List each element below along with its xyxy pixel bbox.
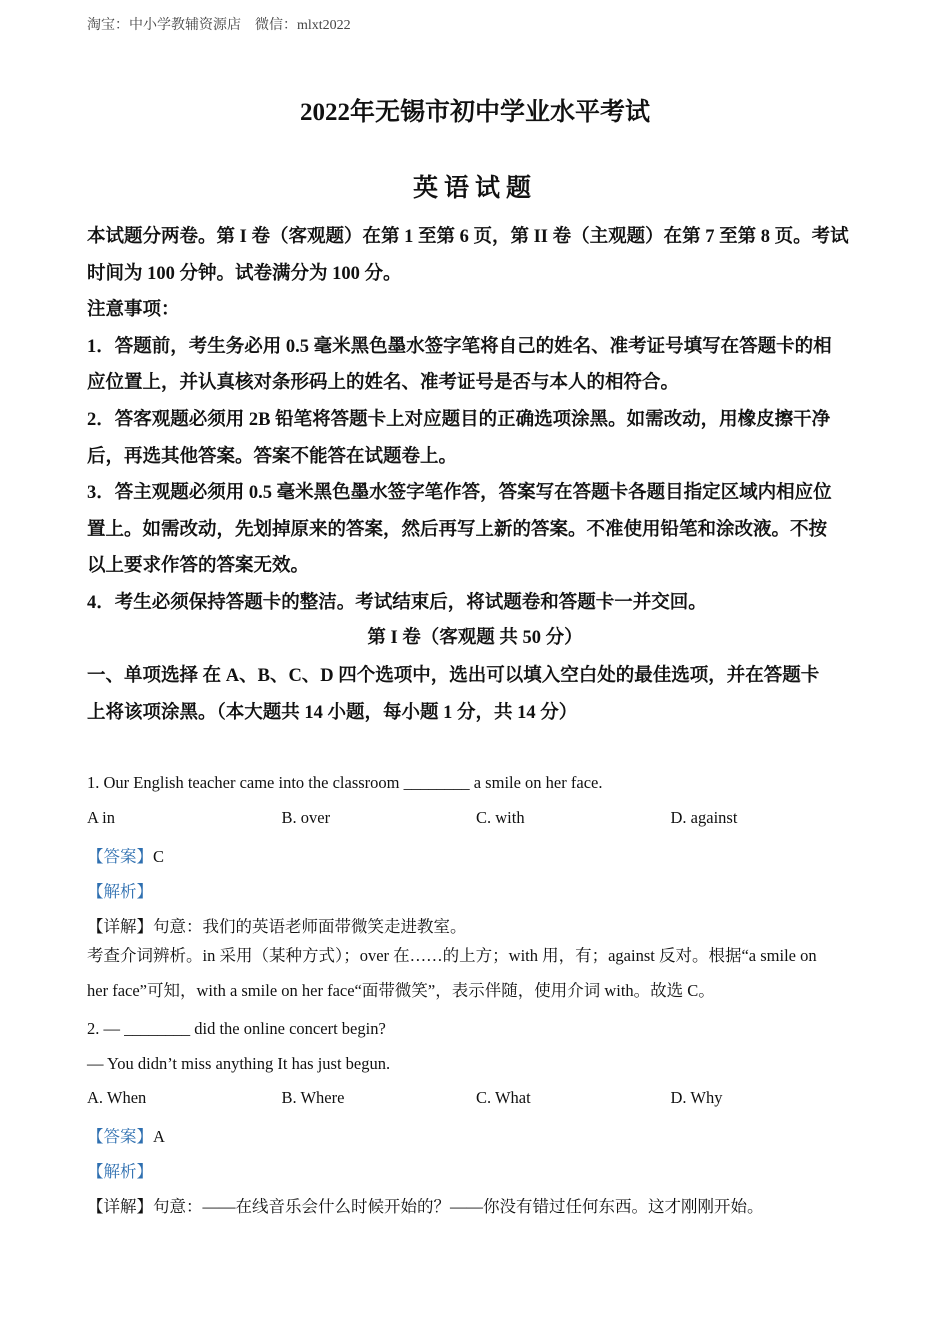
question-2-stem: 2. — ________ did the online concert begin?: [87, 1019, 386, 1038]
question-1-options: [87, 808, 867, 828]
instruction-line: 1．答题前，考生务必用 0.5 毫米黑色墨水签字笔将自己的姓名、准考证号填写在答题卡的相: [87, 336, 832, 357]
question-1-answer: [87, 843, 867, 867]
instruction-line: 本试题分两卷。第 I 卷（客观题）在第 1 至第 6 页，第 II 卷（主观题）在第 7 至第 8 页。考试: [87, 227, 849, 247]
page-header-watermark: 淘宝：中小学教辅资源店 微信：mlxt2022: [87, 18, 351, 33]
option-d: D. Why: [670, 1088, 723, 1107]
question-2-analysis-tag: 【解析】: [87, 1162, 153, 1181]
question-1-explanation: [87, 938, 867, 1008]
option-a: A. When: [87, 1088, 147, 1107]
part-title: 第 I 卷（客观题 共 50 分）: [367, 628, 583, 648]
option-b: B. over: [281, 808, 331, 827]
option-c: C. with: [476, 808, 525, 827]
option-a: A in: [87, 808, 115, 827]
question-2-detail: 【详解】句意：——在线音乐会什么时候开始的？——你没有错过任何东西。这才刚刚开始。: [87, 1197, 764, 1216]
answer-value: A: [153, 1127, 165, 1146]
instruction-line: 后，再选其他答案。答案不能答在试题卷上。: [87, 446, 458, 467]
option-c: C. What: [476, 1088, 531, 1107]
exam-subtitle: 英语试题: [412, 175, 537, 202]
instruction-line: 3．答主观题必须用 0.5 毫米黑色墨水签字笔作答，答案写在答题卡各题目指定区域内相应位: [87, 483, 832, 504]
question-2-options: [87, 1088, 867, 1108]
question-2-stem-reply: — You didn’t miss anything It has just begun.: [87, 1054, 391, 1073]
section-line: 一、单项选择 在 A、B、C、D 四个选项中，选出可以填入空白处的最佳选项，并在答题卡: [87, 666, 820, 686]
instructions: [87, 219, 867, 622]
answer-tag: 【答案】: [87, 847, 153, 866]
question-1-detail: 【详解】句意：我们的英语老师面带微笑走进教室。: [87, 917, 467, 936]
explanation-line: her face”可知，with a smile on her face“面带微笑”，表示伴随，使用介词 with。故选 C。: [87, 981, 715, 1000]
question-1-stem: 1. Our English teacher came into the classroom ________ a smile on her face.: [87, 773, 603, 792]
option-b: B. Where: [281, 1088, 345, 1107]
instruction-line: 时间为 100 分钟。试卷满分为 100 分。: [87, 263, 402, 284]
instruction-line: 2．答客观题必须用 2B 铅笔将答题卡上对应题目的正确选项涂黑。如需改动，用橡皮擦干净: [87, 409, 831, 430]
answer-tag: 【答案】: [87, 1127, 153, 1146]
section-heading: [87, 658, 867, 731]
instruction-line: 置上。如需改动，先划掉原来的答案，然后再写上新的答案。不准使用铅笔和涂改液。不按: [87, 519, 828, 540]
instruction-line: 注意事项：: [87, 300, 180, 321]
instruction-line: 应位置上，并认真核对条形码上的姓名、准考证号是否与本人的相符合。: [87, 373, 680, 394]
question-2-answer: [87, 1123, 867, 1147]
question-1-analysis-tag: 【解析】: [87, 882, 153, 901]
exam-title: 2022年无锡市初中学业水平考试: [299, 99, 650, 126]
section-line: 上将该项涂黑。（本大题共 14 小题，每小题 1 分，共 14 分）: [87, 702, 578, 723]
instruction-line: 以上要求作答的答案无效。: [87, 556, 310, 577]
explanation-line: 考查介词辨析。in 采用（某种方式）；over 在……的上方；with 用，有；against 反对。根据“a smile on: [87, 946, 817, 965]
answer-value: C: [153, 847, 165, 866]
option-d: D. against: [670, 808, 738, 827]
instruction-line: 4．考生必须保持答题卡的整洁。考试结束后，将试题卷和答题卡一并交回。: [87, 592, 707, 613]
